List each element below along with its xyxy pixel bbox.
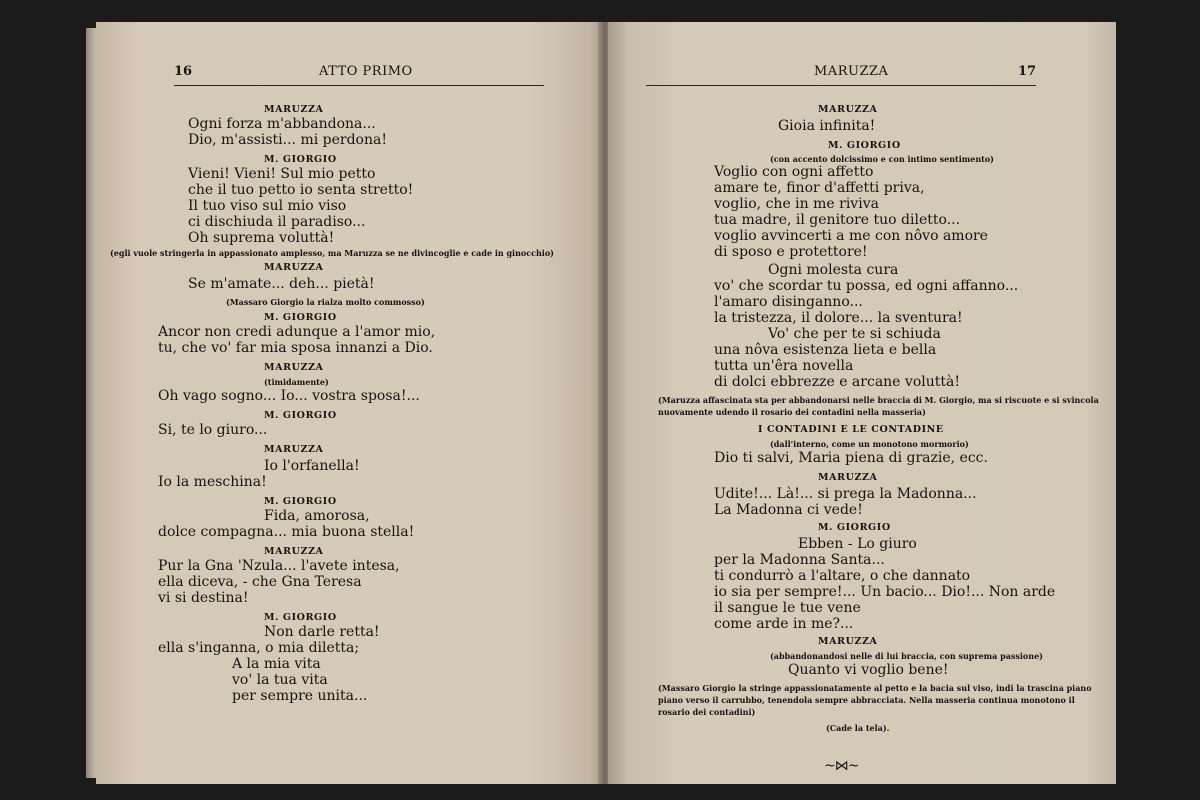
- verse-line: voglio avvincerti a me con nôvo amore: [714, 228, 988, 244]
- speaker-label: I CONTADINI E LE CONTADINE: [758, 424, 944, 435]
- speaker-label: M. GIORGIO: [264, 154, 337, 165]
- verse-line: vi si destina!: [158, 590, 249, 606]
- verse-line: come arde in me?...: [714, 616, 854, 632]
- stage-direction: (egli vuole stringerla in appassionato amplesso, ma Maruzza se ne divincoglie e cade in ginocchio): [110, 248, 554, 258]
- verse-line: vo' che scordar tu possa, ed ogni affanno...: [714, 278, 1019, 294]
- end-ornament: ~⋈~: [824, 758, 859, 774]
- stage-direction: (abbandonandosi nelle di lui braccia, con suprema passione): [770, 651, 1043, 661]
- verse-line: io sia per sempre!... Un bacio... Dio!... Non arde: [714, 584, 1056, 600]
- verse-line: Pur la Gna 'Nzula... l'avete intesa,: [158, 558, 400, 574]
- verse-line: che il tuo petto io senta stretto!: [188, 182, 414, 198]
- verse-line: Udite!... Là!... si prega la Madonna...: [714, 486, 977, 502]
- left-page-header: [96, 64, 606, 84]
- verse-line: per la Madonna Santa...: [714, 552, 885, 568]
- verse-line: Gioia infinita!: [778, 118, 876, 134]
- stage-direction: piano verso il carrubbo, tenendola sempre abbracciata. Nella masseria continua monotono il: [658, 695, 1075, 705]
- verse-line: Io la meschina!: [158, 474, 267, 490]
- book-spread: [86, 22, 1116, 784]
- verse-line: La Madonna ci vede!: [714, 502, 863, 518]
- speaker-label: M. GIORGIO: [264, 612, 337, 623]
- speaker-label: M. GIORGIO: [818, 522, 891, 533]
- verse-line: Oh vago sogno... Io... vostra sposa!...: [158, 388, 420, 404]
- verse-line: di dolci ebbrezze e arcane voluttà!: [714, 374, 960, 390]
- left-page-number: 16: [174, 64, 193, 79]
- left-page: [96, 22, 606, 784]
- speaker-label: M. GIORGIO: [264, 410, 337, 421]
- verse-line: la tristezza, il dolore... la sventura!: [714, 310, 963, 326]
- verse-line: amare te, finor d'affetti priva,: [714, 180, 925, 196]
- verse-line: Vieni! Vieni! Sul mio petto: [188, 166, 376, 182]
- verse-line: una nôva esistenza lieta e bella: [714, 342, 937, 358]
- verse-line: ti condurrò a l'altare, o che dannato: [714, 568, 971, 584]
- stage-direction: (Massaro Giorgio la rialza molto commosso): [226, 297, 425, 307]
- speaker-label: MARUZZA: [264, 546, 324, 557]
- stage-direction: (dall'interno, come un monotono mormorio): [770, 439, 969, 449]
- verse-line: Ancor non credi adunque a l'amor mio,: [158, 324, 436, 340]
- speaker-label: MARUZZA: [264, 104, 324, 115]
- verse-line: ella s'inganna, o mia diletta;: [158, 640, 360, 656]
- verse-line: dolce compagna... mia buona stella!: [158, 524, 415, 540]
- speaker-label: M. GIORGIO: [828, 140, 901, 151]
- stage-direction: (con accento dolcissimo e con intimo sentimento): [770, 154, 994, 164]
- speaker-label: MARUZZA: [264, 262, 324, 273]
- speaker-label: MARUZZA: [818, 636, 878, 647]
- right-page-number: 17: [1018, 64, 1037, 79]
- speaker-label: MARUZZA: [818, 104, 878, 115]
- verse-line: vo' la tua vita: [232, 672, 328, 688]
- verse-line: ci dischiuda il paradiso...: [188, 214, 366, 230]
- speaker-label: MARUZZA: [264, 444, 324, 455]
- speaker-label: MARUZZA: [818, 472, 878, 483]
- right-running-head: MARUZZA: [814, 64, 889, 79]
- verse-line: Non darle retta!: [264, 624, 380, 640]
- verse-line: l'amaro disinganno...: [714, 294, 863, 310]
- verse-line: ella diceva, - che Gna Teresa: [158, 574, 362, 590]
- speaker-label: M. GIORGIO: [264, 312, 337, 323]
- stage-direction: nuovamente udendo il rosario dei contadini nella masseria): [658, 407, 926, 417]
- verse-line: Si, te lo giuro...: [158, 422, 268, 438]
- verse-line: Ogni molesta cura: [768, 262, 899, 278]
- verse-line: il sangue le tue vene: [714, 600, 861, 616]
- verse-line: di sposo e protettore!: [714, 244, 868, 260]
- verse-line: Ogni forza m'abbandona...: [188, 116, 376, 132]
- verse-line: Il tuo viso sul mio viso: [188, 198, 347, 214]
- verse-line: tu, che vo' far mia sposa innanzi a Dio.: [158, 340, 433, 356]
- verse-line: per sempre unita...: [232, 688, 368, 704]
- verse-line: Io l'orfanella!: [264, 458, 360, 474]
- verse-line: tutta un'êra novella: [714, 358, 854, 374]
- left-running-head: ATTO PRIMO: [319, 64, 413, 79]
- speaker-label: MARUZZA: [264, 362, 324, 373]
- stage-direction: (Massaro Giorgio la stringe appassionatamente al petto e la bacia sul viso, indi la trascina piano: [658, 683, 1092, 693]
- stage-direction: (Cade la tela).: [826, 723, 890, 733]
- stage-direction: (timidamente): [264, 377, 329, 387]
- verse-line: Fida, amorosa,: [264, 508, 370, 524]
- verse-line: Voglio con ogni affetto: [714, 164, 874, 180]
- verse-line: tua madre, il genitore tuo diletto...: [714, 212, 961, 228]
- verse-line: Dio ti salvi, Maria piena di grazie, ecc.: [714, 450, 988, 466]
- speaker-label: M. GIORGIO: [264, 496, 337, 507]
- left-header-rule: [174, 85, 544, 86]
- verse-line: Ebben - Lo giuro: [798, 536, 917, 552]
- stage-direction: rosario dei contadini): [658, 707, 756, 717]
- verse-line: voglio, che in me riviva: [714, 196, 879, 212]
- right-page: [608, 22, 1116, 784]
- verse-line: Dio, m'assisti... mi perdona!: [188, 132, 387, 148]
- verse-line: Vo' che per te si schiuda: [768, 326, 941, 342]
- right-page-header: [608, 64, 1116, 84]
- verse-line: A la mia vita: [232, 656, 321, 672]
- verse-line: Quanto vi voglio bene!: [788, 662, 949, 678]
- right-header-rule: [646, 85, 1036, 86]
- verse-line: Se m'amate... deh... pietà!: [188, 276, 375, 292]
- verse-line: Oh suprema voluttà!: [188, 230, 335, 246]
- stage-direction: (Maruzza affascinata sta per abbandonarsi nelle braccia di M. Giorgio, ma si riscuote e si svincola: [658, 395, 1099, 405]
